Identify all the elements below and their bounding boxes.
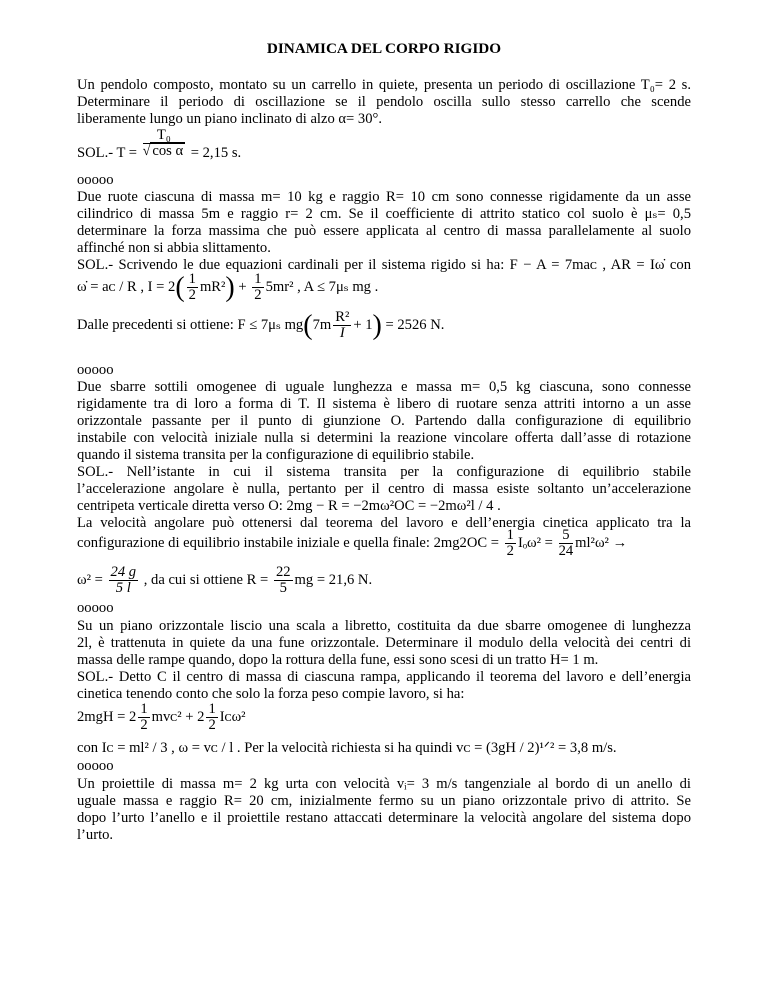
eq-part: 2mgH = 2 xyxy=(77,708,137,725)
eq-part: Iᴄω² xyxy=(219,708,246,725)
frac-num: 1 xyxy=(254,271,262,287)
r-fraction xyxy=(274,565,293,596)
problem-5-line-4: l’urto. xyxy=(77,827,114,843)
frac-num: 5 xyxy=(559,528,574,544)
omega-fraction xyxy=(109,565,139,596)
frac-den: 24 xyxy=(558,543,574,559)
problem-1-line-3: liberamente lungo un piano inclinato di alzo α= 30°. xyxy=(77,111,383,127)
eq-part: , da cui si ottiene R = xyxy=(143,571,269,588)
problem-4-equation-1 xyxy=(77,702,691,736)
solution-1-fraction: $\frac{\text{T₀}}{\text{√ cos α}}$ xyxy=(142,127,184,159)
page-title: DINAMICA DEL CORPO RIGIDO xyxy=(266,40,502,57)
problem-3-line-4: instabile con velocità iniziale nulla si determini la reazione vincolare offerta dall’asse di rotazione xyxy=(77,430,691,446)
problem-3-line-6: SOL.- Nell’istante in cui il sistema transita per la configurazione di equilibrio stabile xyxy=(77,464,691,480)
frac-den: 2 xyxy=(254,287,262,303)
half-fraction xyxy=(206,702,217,733)
problem-4-line-1: Su un piano orizzontale liscio una scala a libretto, costituita da due sbarre omogenee di lunghezza xyxy=(77,618,691,634)
problem-1-line-1: Un pendolo composto, montato su un carrello in quiete, presenta un periodo di oscillazione T₀= 2 s. xyxy=(77,77,691,93)
frac-num: R² xyxy=(335,309,350,325)
problem-3-line-8: centripeta verticale diretta verso O: 2mg − R = −2mω²OC = −2mω²l / 4 . xyxy=(77,498,501,514)
frac-den: I xyxy=(339,325,345,341)
solution-1-prefix: SOL.- T = xyxy=(77,144,137,161)
eq-part: Iₒω² = xyxy=(517,534,553,551)
separator-4: ooooo xyxy=(77,758,114,774)
fraction-numerator: T₀ xyxy=(143,128,185,144)
problem-3-line-3: orizzontale passante per il punto di giunzione O. Partendo dalla configurazione di equilibrio xyxy=(77,413,691,429)
frac-num: 1 xyxy=(140,701,148,717)
frac-num: 1 xyxy=(506,527,514,543)
separator-3: ooooo xyxy=(77,600,114,616)
eq-part: Dalle precedenti si ottiene: F ≤ 7μₛ mg xyxy=(77,316,304,333)
problem-3-equation-2 xyxy=(77,565,691,599)
problem-4-line-3: massa delle rampe quando, dopo la rottura della fune, essi sono scesi di un tratto H= 1 m. xyxy=(77,652,599,668)
eq-part: 7m xyxy=(312,316,332,333)
eq-part: configurazione di equilibrio instabile iniziale e quella finale: 2mg2OC = xyxy=(77,534,500,551)
r2-over-i-fraction xyxy=(333,310,351,341)
problem-3-line-1: Due sbarre sottili omogenee di uguale lunghezza e massa m= 0,5 kg ciascuna, sono connesse xyxy=(77,379,691,395)
eq-part: 5mr² , A ≤ 7μₛ mg . xyxy=(265,278,379,295)
problem-2-line-4: affinché non si abbia slittamento. xyxy=(77,240,271,256)
eq-part: = 2526 N. xyxy=(385,316,445,333)
half-fraction xyxy=(187,272,198,303)
problem-5-line-2: uguale massa e raggio R= 20 cm, inizialmente fermo su un piano orizzontale privo di attrito. Se xyxy=(77,793,691,809)
half-fraction xyxy=(505,528,516,559)
frac-den: 2 xyxy=(208,717,216,733)
problem-2-line-1: Due ruote ciascuna di massa m= 10 kg e raggio R= 10 cm sono connesse rigidamente da un asse xyxy=(77,189,691,205)
frac-den: 2 xyxy=(188,287,196,303)
frac-num: 24 g xyxy=(110,564,137,580)
problem-2-line-3: determinare la forza massima che può essere applicata al centro di massa parallelamente al suolo xyxy=(77,223,691,239)
problem-3-line-7: l’accelerazione angolare è nulla, pertanto per il centro di massa esiste soltanto un’accelerazione xyxy=(77,481,691,497)
frac-den: 5 l xyxy=(115,580,131,596)
problem-1-line-2: Determinare il periodo di oscillazione se il pendolo oscilla sullo stesso carrello che scende xyxy=(77,94,691,110)
problem-3-line-9: La velocità angolare può ottenersi dal teorema del lavoro e dell’energia cinetica applicato tra la xyxy=(77,515,691,531)
frac-num: 1 xyxy=(208,701,216,717)
five-24-fraction xyxy=(559,528,574,559)
eq-part: mg = 21,6 N. xyxy=(294,571,373,588)
problem-4-line-7: con Iᴄ = ml² / 3 , ω = vᴄ / l . Per la velocità richiesta si ha quindi vᴄ = (3gH / 2)¹ᐟ² = 3,8 m/s. xyxy=(77,740,617,756)
frac-den: 5 xyxy=(279,580,287,596)
half-fraction xyxy=(252,272,263,303)
separator-2: ooooo xyxy=(77,362,114,378)
eq-part: mR² xyxy=(199,278,226,295)
fraction-denominator: cos α xyxy=(152,143,184,159)
eq-part: ml²ω² → xyxy=(575,534,628,551)
problem-3-line-5: quando il sistema transita per la configurazione di equilibrio stabile. xyxy=(77,447,475,463)
separator-1: ooooo xyxy=(77,172,114,188)
half-fraction xyxy=(138,702,149,733)
problem-2-equation-2: Dalle precedenti si ottiene: F ≤ 7μₛ mg(7m $\frac{\text{R²}}{I}$ + 1) = 2526 N. xyxy=(77,309,445,341)
eq-part: mvᴄ² + 2 xyxy=(151,708,205,725)
frac-den: 2 xyxy=(140,717,148,733)
frac-num: 1 xyxy=(188,271,196,287)
problem-2-line-5: SOL.- Scrivendo le due equazioni cardinali per il sistema rigido si ha: F − A = 7maᴄ , AR = Iω̇ con xyxy=(77,257,691,273)
frac-num: 22 xyxy=(275,564,291,580)
problem-4-line-2: 2l, è trattenuta in quiete da una fune orizzontale. Determinare il modulo della velocità dei centri di xyxy=(77,635,691,651)
problem-5-line-3: dopo l’urto l’anello e il proiettile restano attaccati determinare la velocità angolare del sistema dopo xyxy=(77,810,691,826)
frac-den: 2 xyxy=(506,543,514,559)
eq-part: ω² = xyxy=(77,571,103,588)
eq-part: ω̇ = aᴄ / R , I = 2 xyxy=(77,278,176,295)
eq-part: + xyxy=(238,278,247,295)
problem-2-equation-1: ω̇ = aᴄ / R , I = 2( $\frac{1}{2}$ mR²) + $\frac{1}{2}$ 5mr² , A ≤ 7μₛ mg . xyxy=(77,271,379,303)
problem-5-line-1: Un proiettile di massa m= 2 kg urta con velocità vᵢ= 3 m/s tangenziale al bordo di un anello di xyxy=(77,776,691,792)
problem-3-line-2: rigidamente tra di loro a forma di T. Il sistema è libero di ruotare senza attriti intorno a un asse xyxy=(77,396,691,412)
problem-2-line-2: cilindrico di massa 5m e raggio r= 2 cm. Se il coefficiente di attrito statico col suolo è μₛ= 0,5 xyxy=(77,206,691,222)
problem-4-line-5: cinetica tenendo conto che solo la forza peso compie lavoro, si ha: xyxy=(77,686,465,702)
eq-part: + 1 xyxy=(353,316,373,333)
solution-1 xyxy=(77,128,691,168)
problem-4-line-4: SOL.- Detto C il centro di massa di ciascuna rampa, applicando il teorema del lavoro e dell’energia xyxy=(77,669,691,685)
solution-1-result: = 2,15 s. xyxy=(190,144,242,161)
problem-3-equation-1 xyxy=(77,528,691,562)
